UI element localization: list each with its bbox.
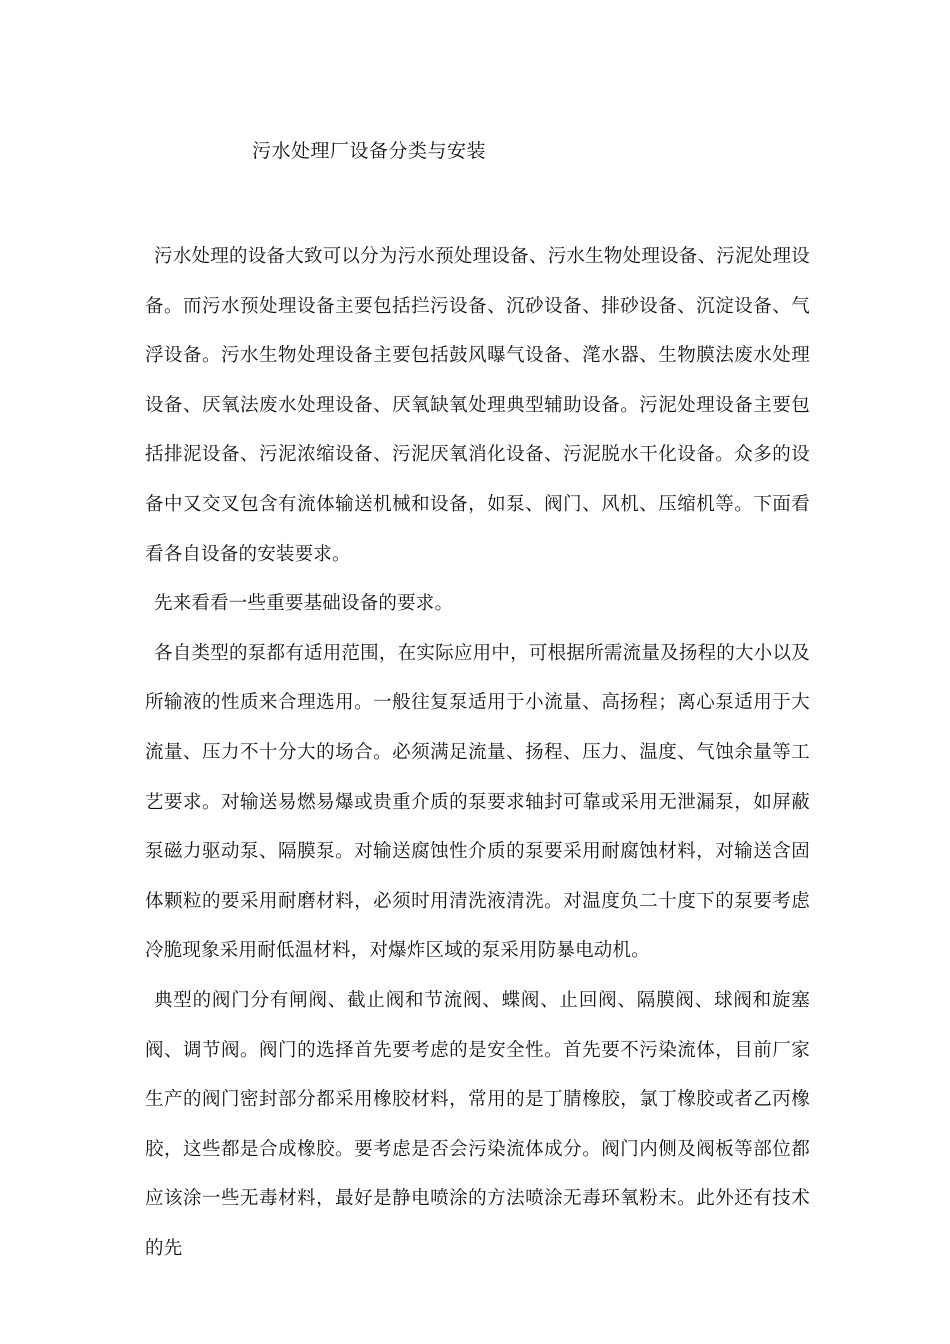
paragraph-valves: 典型的阀门分有闸阀、截止阀和节流阀、蝶阀、止回阀、隔膜阀、球阀和旋塞阀、调节阀。阀门的选择首先要考虑的是安全性。首先要不污染流体，目前厂家生产的阀门密封部分都采用橡胶材料，常用的是丁腈橡胶，氯丁橡胶或者乙丙橡胶，这些都是合成橡胶。要考虑是否会污染流体成分。阀门内侧及阀板等部位都应该涂一些无毒材料，最好是静电喷涂的方法喷涂无毒环氧粉末。此外还有技术的先 xyxy=(145,989,810,1259)
paragraph-equipment-overview: 污水处理的设备大致可以分为污水预处理设备、污水生物处理设备、污泥处理设备。而污水预处理设备主要包括拦污设备、沉砂设备、排砂设备、沉淀设备、气浮设备。污水生物处理设备主要包括鼓风曝气设备、滗水器、生物膜法废水处理设备、厌氧法废水处理设备、厌氧缺氧处理典型辅助设备。污泥处理设备主要包括排泥设备、污泥浓缩设备、污泥厌氧消化设备、污泥脱水干化设备。众多的设备中又交叉包含有流体输送机械和设备，如泵、阀门、风机、压缩机等。下面看看各自设备的安装要求。 xyxy=(145,246,810,565)
paragraph-basic-equipment-intro: 先来看看一些重要基础设备的要求。 xyxy=(154,593,454,615)
paragraph-pumps: 各自类型的泵都有适用范围，在实际应用中，可根据所需流量及扬程的大小以及所输液的性质来合理选用。一般往复泵适用于小流量、高扬程；离心泵适用于大流量、压力不十分大的场合。必须满足流量、扬程、压力、温度、气蚀余量等工艺要求。对输送易燃易爆或贵重介质的泵要求轴封可靠或采用无泄漏泵，如屏蔽泵磁力驱动泵、隔膜泵。对输送腐蚀性介质的泵要采用耐腐蚀材料，对输送含固体颗粒的要采用耐磨材料，必须时用清洗液清洗。对温度负二十度下的泵要考虑冷脆现象采用耐低温材料，对爆炸区域的泵采用防暴电动机。 xyxy=(145,642,810,962)
document-title: 污水处理厂设备分类与安装 xyxy=(252,140,487,162)
document-body xyxy=(145,232,810,1273)
